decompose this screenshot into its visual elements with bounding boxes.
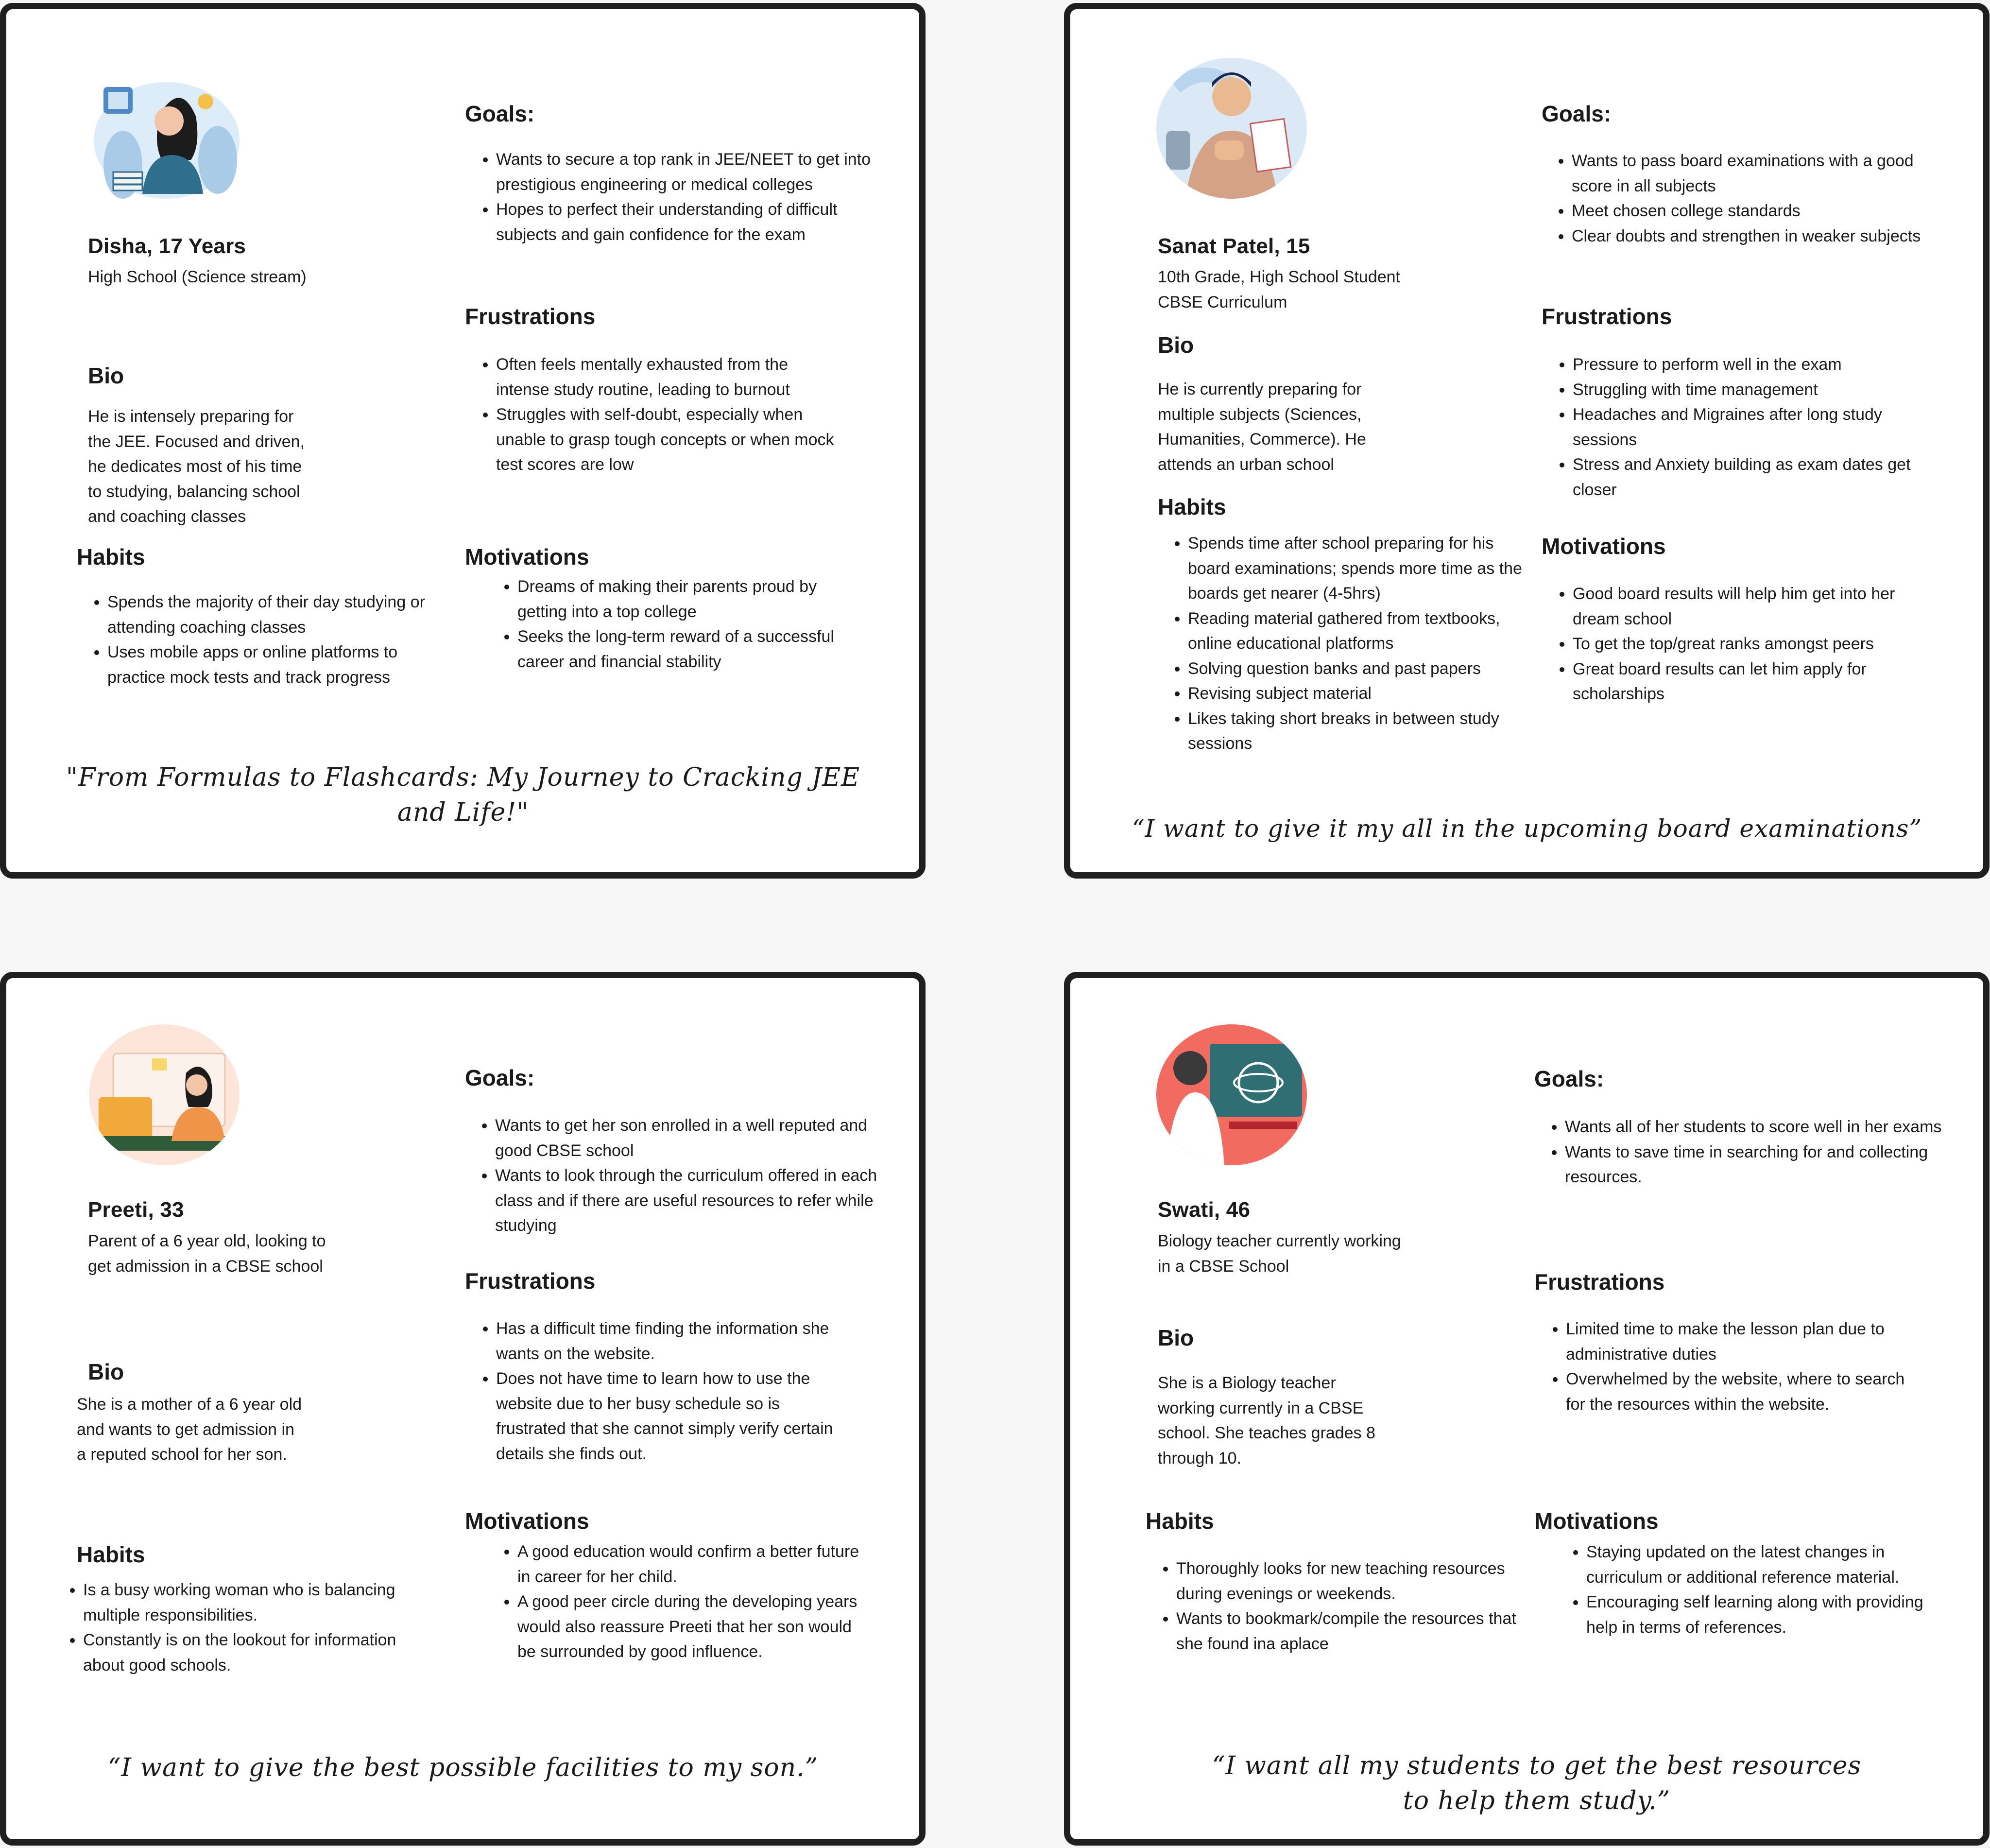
list-item: • Encouraging self learning along with providing help in terms of references. xyxy=(1586,1590,1936,1640)
frustrations-list xyxy=(471,352,846,478)
persona-quote: "From Formulas to Flashcards: My Journey to Cracking JEE and Life!" xyxy=(66,763,860,827)
habits-heading: Habits xyxy=(77,1542,145,1567)
list-item: • Struggling with time management xyxy=(1573,378,1922,403)
persona-name: Swati, 46 xyxy=(1158,1198,1251,1222)
list-item: • Has a difficult time finding the information she wants on the website. xyxy=(496,1316,846,1366)
bio-text: He is intensely preparing for the JEE. Focused and driven, he dedicates most of his time to studying, balancing school and coaching classes xyxy=(88,407,305,526)
student-girl-studying-icon xyxy=(89,68,244,199)
list-item: • Good board results will help him get into her dream school xyxy=(1573,582,1922,632)
list-item: • Does not have time to learn how to use the website due to her busy schedule so is frustrated that she cannot simply verify certain details she finds out. xyxy=(496,1366,846,1467)
list-item: • Reading material gathered from textbooks, online educational platforms xyxy=(1188,606,1538,656)
habits-heading: Habits xyxy=(77,544,145,570)
habits-list xyxy=(82,590,457,690)
persona-card-disha xyxy=(0,3,926,879)
frustrations-list xyxy=(471,1316,846,1467)
list-item: • Solving question banks and past papers xyxy=(1188,656,1538,682)
persona-subtitle: 10th Grade, High School Student CBSE Curriculum xyxy=(1158,268,1400,311)
frustrations-heading: Frustrations xyxy=(465,1268,596,1294)
persona-card-sanat xyxy=(1064,3,1990,879)
student-boy-report-icon xyxy=(1156,58,1307,199)
goals-heading: Goals: xyxy=(1542,101,1612,126)
list-item: • Spends the majority of their day studying or attending coaching classes xyxy=(107,590,457,640)
frustrations-heading: Frustrations xyxy=(1534,1269,1665,1295)
bio-text: He is currently preparing for multiple subjects (Sciences, Humanities, Commerce). He attends an urban school xyxy=(1158,380,1366,474)
motivations-heading: Motivations xyxy=(465,1508,589,1534)
list-item: • Meet chosen college standards xyxy=(1572,199,1951,224)
list-item: • Likes taking short breaks in between study sessions xyxy=(1188,707,1538,757)
persona-name: Disha, 17 Years xyxy=(88,234,246,258)
list-item: • Overwhelmed by the website, where to search for the resources within the website. xyxy=(1566,1367,1916,1417)
list-item: • Uses mobile apps or online platforms to practice mock tests and track progress xyxy=(107,640,457,690)
motivations-heading: Motivations xyxy=(465,544,589,570)
frustrations-list xyxy=(1547,352,1922,502)
list-item: • Wants to bookmark/compile the resources that she found ina aplace xyxy=(1176,1606,1526,1657)
persona-card-preeti xyxy=(0,972,926,1846)
frustrations-list xyxy=(1541,1317,1916,1417)
list-item: • Wants to secure a top rank in JEE/NEET to get into prestigious engineering or medical colleges xyxy=(496,147,885,197)
bio-heading: Bio xyxy=(1158,1325,1194,1350)
list-item: • Pressure to perform well in the exam xyxy=(1573,352,1922,378)
persona-quote: “I want to give the best possible facilities to my son.” xyxy=(107,1753,819,1782)
list-item: • Headaches and Migraines after long study sessions xyxy=(1573,402,1922,452)
list-item: • Wants to look through the curriculum offered in each class and if there are useful resources to refer while studying xyxy=(495,1163,884,1239)
list-item: • Hopes to perfect their understanding of difficult subjects and gain confidence for the exam xyxy=(496,197,885,247)
bio-heading: Bio xyxy=(88,363,124,388)
habits-heading: Habits xyxy=(1146,1508,1214,1534)
goals-list xyxy=(470,1113,884,1239)
motivations-list xyxy=(1561,1540,1936,1640)
list-item: • Staying updated on the latest changes in curriculum or additional reference material. xyxy=(1586,1540,1936,1590)
list-item: • A good education would confirm a better future in career for her child. xyxy=(517,1539,867,1589)
list-item: • Great board results can let him apply for scholarships xyxy=(1573,657,1922,707)
motivations-heading: Motivations xyxy=(1534,1508,1659,1534)
persona-quote: “I want to give it my all in the upcoming board examinations” xyxy=(1132,814,1922,843)
list-item: • Limited time to make the lesson plan due to administrative duties xyxy=(1566,1317,1916,1367)
list-item: • Dreams of making their parents proud by getting into a top college xyxy=(517,574,867,624)
persona-name: Sanat Patel, 15 xyxy=(1158,234,1310,258)
bio-heading: Bio xyxy=(88,1359,124,1384)
persona-quote: “I want all my students to get the best resources to help them study.” xyxy=(1212,1751,1862,1815)
list-item: • Wants all of her students to score well in her exams xyxy=(1565,1115,1954,1140)
habits-list xyxy=(1151,1556,1526,1657)
list-item: • A good peer circle during the developing years would also reassure Preeti that her son would be surrounded by good influence. xyxy=(517,1589,867,1665)
list-item: • Revising subject material xyxy=(1188,681,1538,707)
list-item: • Is a busy working woman who is balancing multiple responsibilities. xyxy=(83,1578,413,1628)
list-item: • Seeks the long-term reward of a successful career and financial stability xyxy=(517,624,867,674)
list-item: • Constantly is on the lookout for information about good schools. xyxy=(83,1628,413,1678)
list-item: • Stress and Anxiety building as exam dates get closer xyxy=(1573,452,1922,502)
bio-text: She is a Biology teacher working currently in a CBSE school. She teaches grades 8 through 10. xyxy=(1158,1374,1375,1468)
goals-list xyxy=(471,147,885,247)
motivations-heading: Motivations xyxy=(1542,534,1666,559)
list-item: • Wants to pass board examinations with a good score in all subjects xyxy=(1572,149,1951,199)
list-item: • Clear doubts and strengthen in weaker subjects xyxy=(1572,224,1951,249)
bio-text: She is a mother of a 6 year old and wants to get admission in a reputed school for her son. xyxy=(77,1395,302,1464)
persona-card-swati xyxy=(1064,972,1990,1846)
goals-list xyxy=(1540,1115,1954,1190)
parent-laptop-icon xyxy=(89,1024,240,1165)
list-item: • Wants to get her son enrolled in a well reputed and good CBSE school xyxy=(495,1113,884,1163)
goals-heading: Goals: xyxy=(465,1065,535,1090)
teacher-science-board-icon xyxy=(1156,1024,1307,1165)
list-item: • Struggles with self-doubt, especially when unable to grasp tough concepts or when mock test scores are low xyxy=(496,402,846,478)
habits-heading: Habits xyxy=(1158,494,1226,519)
motivations-list xyxy=(492,1539,867,1665)
list-item: • Spends time after school preparing for his board examinations; spends more time as the boards get nearer (4-5hrs) xyxy=(1188,531,1538,606)
list-item: • Thoroughly looks for new teaching resources during evenings or weekends. xyxy=(1176,1556,1526,1606)
list-item: • Wants to save time in searching for and collecting resources. xyxy=(1565,1140,1954,1190)
frustrations-heading: Frustrations xyxy=(465,304,596,329)
list-item: • Often feels mentally exhausted from the intense study routine, leading to burnout xyxy=(496,352,846,402)
persona-name: Preeti, 33 xyxy=(88,1198,184,1222)
goals-list xyxy=(1546,149,1951,249)
bio-heading: Bio xyxy=(1158,332,1194,358)
motivations-list xyxy=(1547,582,1922,707)
persona-subtitle: Parent of a 6 year old, looking to get admission in a CBSE school xyxy=(88,1232,326,1276)
motivations-list xyxy=(492,574,867,674)
list-item: • To get the top/great ranks amongst peers xyxy=(1573,632,1922,657)
goals-heading: Goals: xyxy=(465,101,535,126)
frustrations-heading: Frustrations xyxy=(1542,304,1672,329)
persona-subtitle: Biology teacher currently working in a CBSE School xyxy=(1158,1232,1401,1276)
habits-list xyxy=(1163,531,1538,757)
persona-subtitle: High School (Science stream) xyxy=(88,268,307,286)
goals-heading: Goals: xyxy=(1534,1066,1604,1091)
habits-list xyxy=(58,1578,413,1678)
